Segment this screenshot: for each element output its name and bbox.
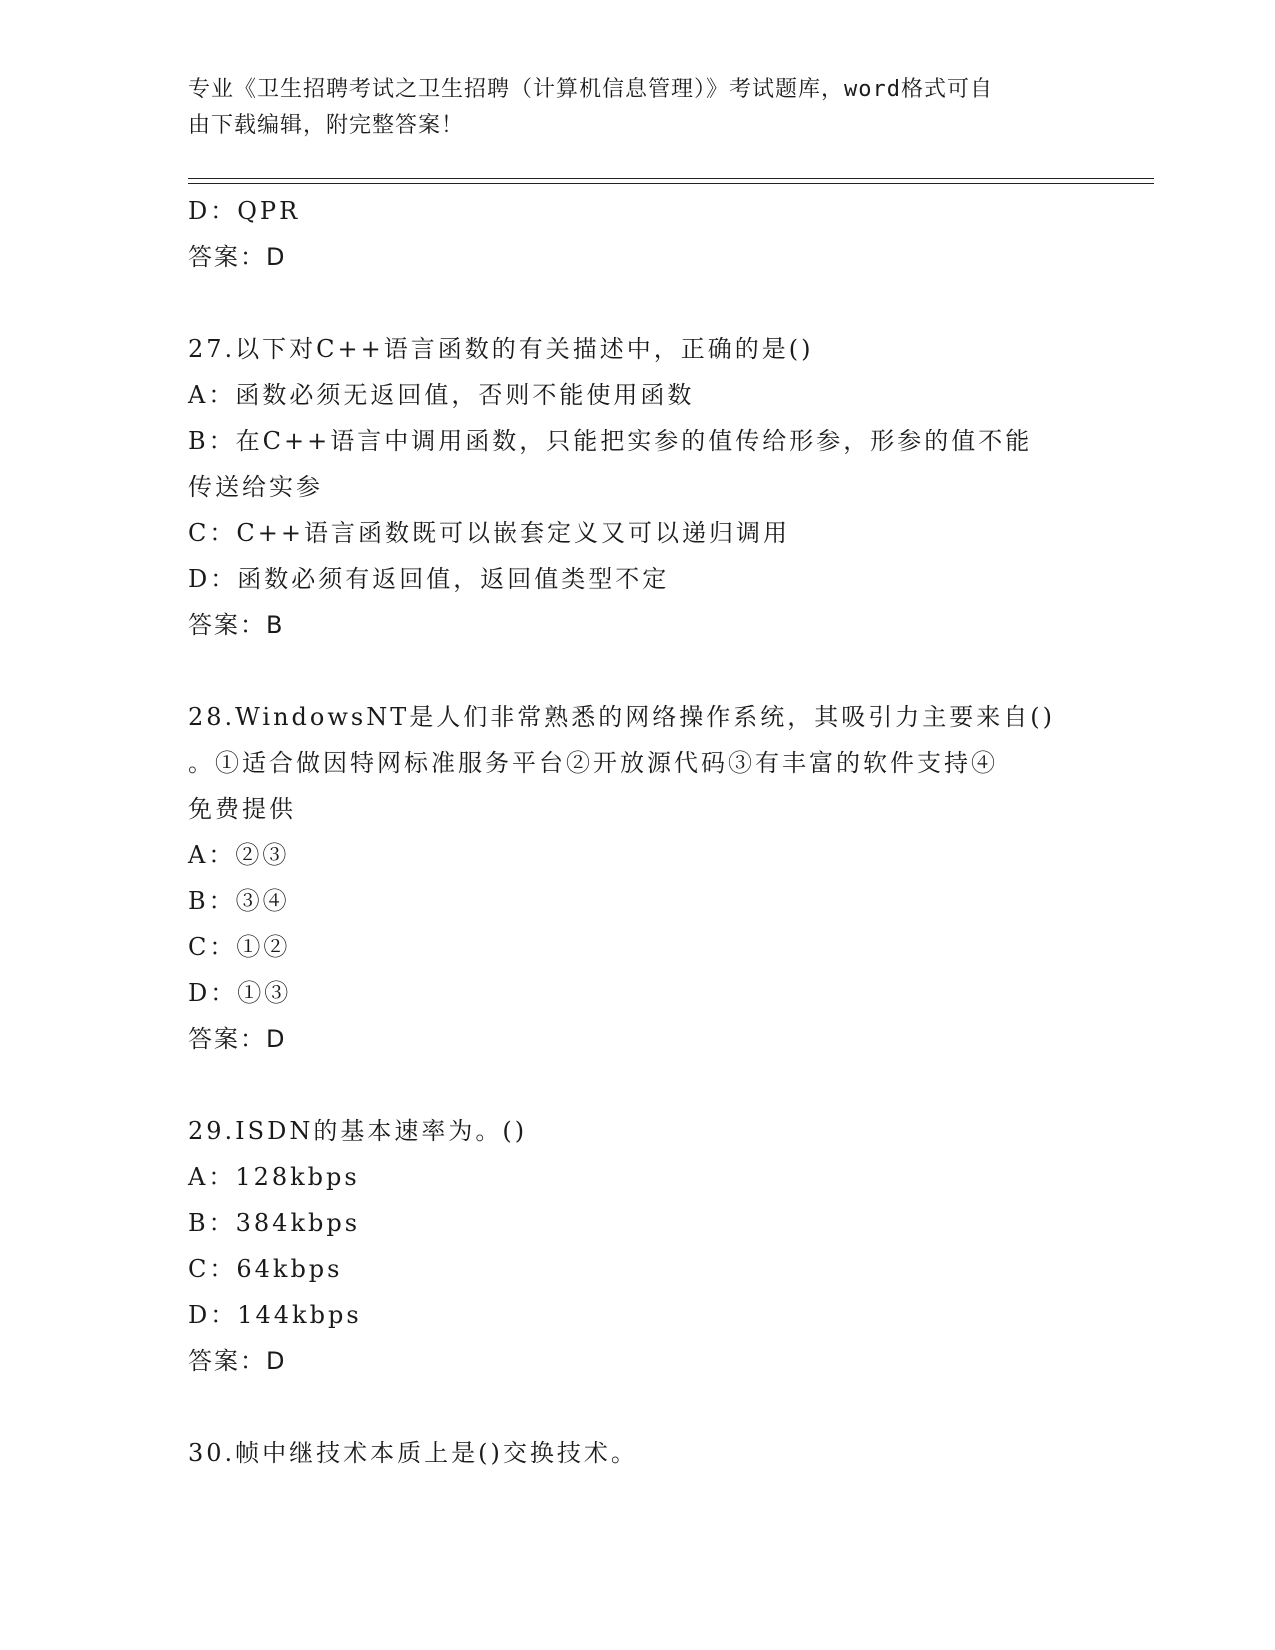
- question-stem: 30.帧中继技术本质上是()交换技术。: [188, 1439, 638, 1467]
- question-26-tail: [188, 188, 1068, 280]
- question-30: [188, 1430, 1068, 1476]
- question-stem-line-2: 。①适合做因特网标准服务平台②开放源代码③有丰富的软件支持④: [188, 749, 998, 777]
- option-d: D：144kbps: [188, 1301, 362, 1329]
- header-rule-top: [188, 178, 1154, 179]
- document-header: [188, 72, 1068, 144]
- question-27: [188, 326, 1068, 648]
- question-stem: 29.ISDN的基本速率为。(): [188, 1117, 528, 1145]
- question-list: [188, 188, 1068, 1476]
- question-stem-line-1: 28.WindowsNT是人们非常熟悉的网络操作系统，其吸引力主要来自(): [188, 703, 1055, 731]
- question-stem: 27.以下对C++语言函数的有关描述中，正确的是(): [188, 335, 814, 363]
- option-a: A：函数必须无返回值，否则不能使用函数: [188, 381, 695, 409]
- option-a: A：128kbps: [188, 1163, 360, 1191]
- header-line-1: 专业《卫生招聘考试之卫生招聘（计算机信息管理）》考试题库，word格式可自: [188, 77, 993, 102]
- option-b: B：384kbps: [188, 1209, 361, 1237]
- option-a: A：②③: [188, 841, 290, 869]
- option-d: D：QPR: [188, 197, 301, 225]
- header-rule-bottom: [188, 183, 1154, 184]
- answer: 答案：B: [188, 611, 285, 639]
- option-c: C：64kbps: [188, 1255, 343, 1283]
- option-b-line-2: 传送给实参: [188, 473, 323, 501]
- answer: 答案：D: [188, 1347, 287, 1375]
- header-line-2: 由下载编辑，附完整答案！: [188, 113, 465, 138]
- option-c: C：C++语言函数既可以嵌套定义又可以递归调用: [188, 519, 790, 547]
- answer: 答案：D: [188, 243, 287, 271]
- question-stem-line-3: 免费提供: [188, 795, 296, 823]
- question-29: [188, 1108, 1068, 1384]
- option-b-line-1: B：在C++语言中调用函数，只能把实参的值传给形参，形参的值不能: [188, 427, 1033, 455]
- option-d: D：函数必须有返回值，返回值类型不定: [188, 565, 670, 593]
- option-d: D：①③: [188, 979, 292, 1007]
- option-b: B：③④: [188, 887, 290, 915]
- question-28: [188, 694, 1068, 1062]
- answer: 答案：D: [188, 1025, 287, 1053]
- option-c: C：①②: [188, 933, 291, 961]
